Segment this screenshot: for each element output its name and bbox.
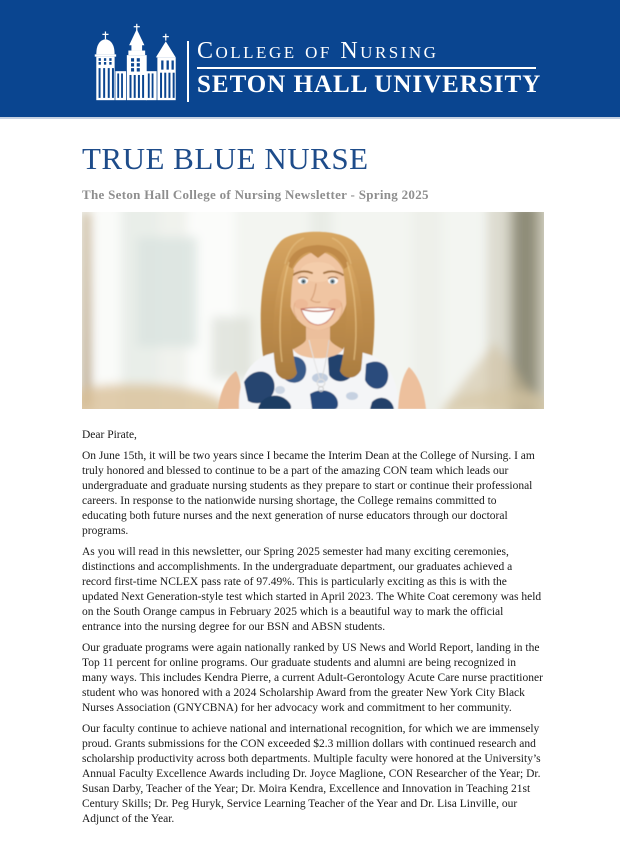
newsletter-body [82, 119, 544, 827]
newsletter-title: TRUE BLUE NURSE [82, 141, 369, 176]
salutation: Dear Pirate, [82, 429, 137, 441]
dean-photo [82, 212, 544, 409]
letter-paragraph: As you will read in this newsletter, our Spring 2025 semester had many exciting ceremonies, distinctions and accomplishments. In the undergraduate department, our graduates achieved a record first-time NCLEX pass rate of 97.49%. This is particularly exciting as this is with the updated Next Generation-style test which started in April 2023. The White Coat ceremony was held on the South Orange campus in February 2025 which is a beautiful way to mark the official entrance into the nursing degree for our BSN and ABSN students. [82, 546, 542, 633]
college-of-nursing-label: College of Nursing [197, 38, 439, 64]
face [288, 252, 348, 330]
seton-hall-cathedral-icon [94, 20, 178, 104]
logo-divider [187, 41, 189, 102]
logo-lockup [197, 39, 542, 98]
letter-paragraph: Our faculty continue to achieve national and international recognition, for which we are immensely proud. Grants submissions for the CON exceeded $2.3 million dollars with continued research and scholarship productivity across both departments. Multiple faculty were honored at the University’s Annual Faculty Excellence Awards including Dr. Joyce Maglione, CON Researcher of the Year; Dr. Susan Darby, Teacher of the Year; Dr. Moira Kendra, Excellence and Innovation in Teaching 21st Century Skills; Dr. Peg Huryk, Service Learning Teacher of the Year and Dr. Lisa Linville, our Adjunct of the Year. [82, 723, 541, 825]
letter-paragraph: On June 15th, it will be two years since I became the Interim Dean at the College of Nursing. I am truly honored and blessed to continue to be a part of the amazing CON team which leads our undergraduate and graduate nursing students as they prepare to start or continue their professional careers. In response to the nationwide nursing shortage, the College remains committed to educating both future nurses and the next generation of nurse educators through our doctoral programs. [82, 450, 535, 537]
letter-paragraph: Our graduate programs were again nationally ranked by US News and World Report, landing in the Top 11 percent for online programs. Our graduate students and alumni are being recognized in many ways. This includes Kendra Pierre, a current Adult-Gerontology Acute Care nurse practitioner student who was honored with a 2024 Scholarship Award from the greater New York City Black Nurses Association (GNYCBNA) for her advocacy work and commitment to her community. [82, 642, 543, 714]
newsletter-subtitle: The Seton Hall College of Nursing Newsletter - Spring 2025 [82, 187, 429, 202]
logo-rule [197, 67, 536, 69]
header-banner [0, 0, 620, 119]
university-name-label: SETON HALL UNIVERSITY [197, 71, 542, 98]
letter-body [82, 428, 544, 827]
